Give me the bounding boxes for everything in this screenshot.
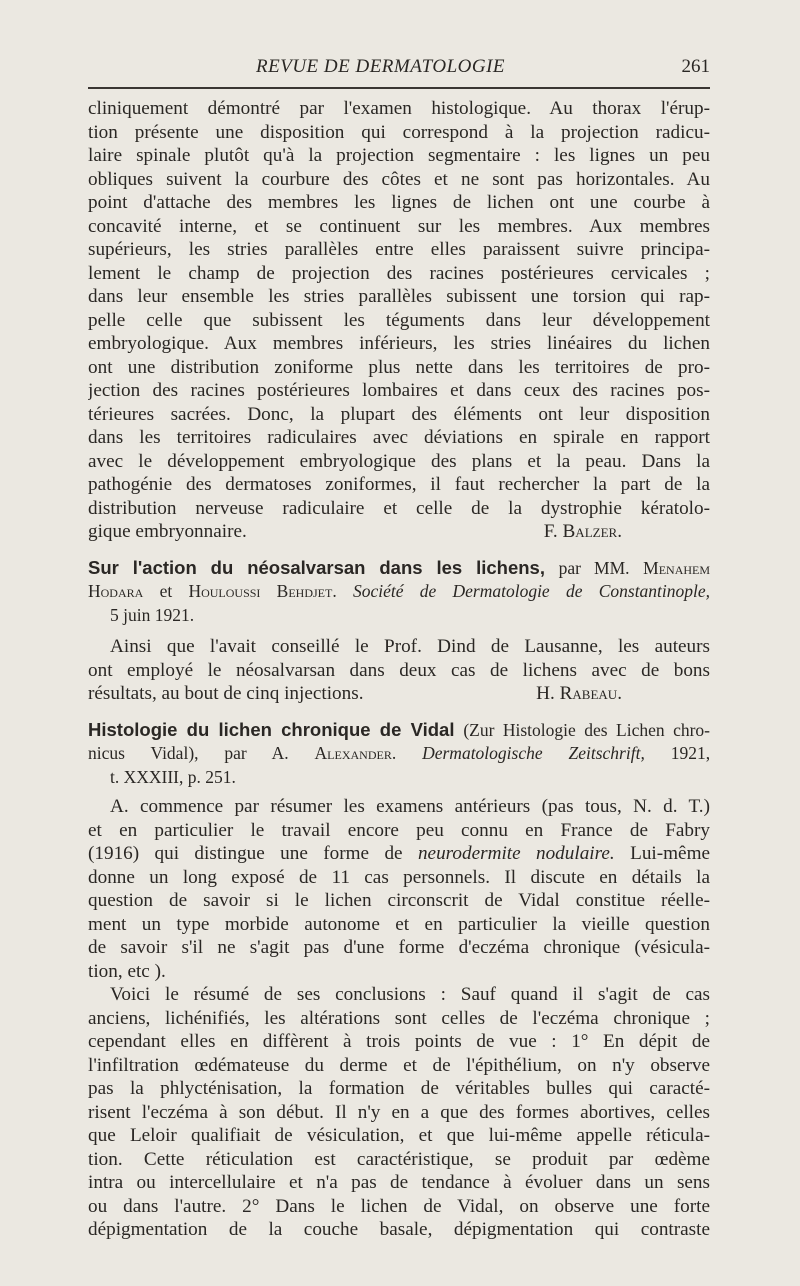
paragraph-1 [88,97,710,520]
text-line: distribution nerveuse radiculaire et celle de la dystrophie kératolo- [88,497,710,519]
text-line: question de savoir si le lichen circonscrit de Vidal constitue réelle- [88,890,710,911]
paragraph-1-last-line: gique embryonnaire. F. Balzer. [88,521,622,542]
article-3-journal: Dermatologische Zeitschrift, [422,743,645,763]
text-line: dans leur ensemble les stries parallèles subissent une torsion qui rap- [88,286,710,307]
article-3-paragraph-a [88,795,710,842]
page-header [88,54,710,84]
text-line: ont employé le néosalvarsan dans deux cas de lichens avec de bons [88,659,710,681]
text-line: jection des racines postérieures lombaires et dans ceux des racines pos- [88,380,710,401]
signature-balzer: F. Balzer. [543,521,622,542]
text-line: embryologique. Aux membres inférieurs, les stries linéaires du lichen [88,333,710,354]
text-line: tion. Cette réticulation est caractéristique, se produit par œdème [88,1148,710,1170]
body-text: cliniquement démontré par l'examen histologique. Au thorax l'érup- tion présente une disposition qui correspond à la projection radicu- laire spinale plutôt qu'à la projection segmentaire : les lignes un peu obliques suivent la courbure des côtes et ne sont pas horizontales. Au point d'attache des membres les lignes de lichen ont une courbe à concavité interne, et se continuent sur les membres. Aux membres supérieurs, les stries parallèles entre elles paraissent suivre principa- lement le champ de projection des racines postérieures cervicales ; dans leur ensemble les stries parallèles subissent une torsion qui rap- pelle celle que subissent les téguments dans leur développement embryologique. Aux membres inférieurs, les stries linéaires du lichen ont une distribution zoniforme plus nette dans les territoires de pro- jection des racines postérieures lombaires et dans ceux des racines pos- térieures sacrées. Donc, la plupart des éléments ont leur disposition dans les territoires radiculaires avec déviations en spirale en rapport avec le développement embryologique des plans et la peau. Dans la pathogénie des dermatoses zoniformes, il faut rechercher la part de la distribution nerveuse radiculaire et celle de la dystrophie kératolo- gique embryonnaire. F. Balzer. Sur l'action du néosalvarsan dans les lichens, par MM. Menahem Hodara et Houloussi Behdjet. Société de Dermatologie de Constantinople, 5 juin 1921. Ainsi que l'avait conseillé le Prof. Dind de Lausanne, les auteurs ont employé le néosalvarsan dans deux cas de lichens avec de bons résultats, au bout de cinq injections. H. Rabeau. Histologie du lichen chronique de Vidal (Zur Histologie des Lichen chro- nicus Vidal), par A. Alexander. Dermatologische Zeitschrift, 1921, t. XXXIII, p. 251. A. commence par résumer les examens antérieurs (pas tous, N. d. T.) et en particulier le travail encore peu connu en France de Fabry (1916) qui distingue une forme de neurodermite nodulaire. Lui-même donne un long exposé de 11 cas personnels. Il discute en détails la question de savoir si le lichen circonscrit de Vidal constitue réelle- ment un type morbide autonome et en particulier la vieille question de savoir s'il ne s'agit pas d'une forme d'eczéma chronique (vésicula- tion, etc ). Voici le résumé de ses conclusions : Sauf quand il s'agit de cas anciens, lichénifiés, les altérations sont celles de l'eczéma chronique ; cependant elles en diffèrent à trois points de vue : 1° En dépit de l'infiltration œdémateuse du derme et de l'épithélium, on n'y observe pas la phlycténisation, la formation de véritables bulles qui caracté- risent l'eczéma à son début. Il n'y en a que des formes abortives, celles que Leloir qualifiait de vésiculation, et que lui-même appelle réticula- tion. Cette réticulation est caractéristique, se produit par œdème intra ou intercellulaire et n'a pas de tendance à évoluer dans un sens ou dans l'autre. 2° Dans le lichen de Vidal, on observe une forte dépigmentation de la couche basale, dépigmentation qui contraste [88,98,710,1240]
text-line: pelle celle que subissent les téguments dans leur développement [88,309,710,331]
text-line: risent l'eczéma à son début. Il n'y en a que des formes abortives, celles [88,1101,710,1123]
text-line: point d'attache des membres les lignes de lichen ont une courbe à [88,192,710,213]
signature-rabeau: H. Rabeau. [536,683,622,704]
article-2-heading: Sur l'action du néosalvarsan dans les lichens, par MM. Menahem Hodara et Houloussi Behdjet. Société de Dermatologie de Constantinople, 5 juin 1921. [88,556,710,625]
text-line: Voici le résumé de ses conclusions : Sauf quand il s'agit de cas [110,984,710,1005]
text-line: pathogénie des dermatoses zoniformes, il faut rechercher la part de la [88,474,710,495]
text-line: l'infiltration œdémateuse du derme et de l'épithélium, on n'y observe [88,1054,710,1076]
text-line: térieures sacrées. Donc, la plupart des éléments ont leur disposition [88,403,710,425]
text-line: anciens, lichénifiés, les altérations sont celles de l'eczéma chronique ; [88,1007,710,1029]
article-3-heading: Histologie du lichen chronique de Vidal (Zur Histologie des Lichen chro- nicus Vidal), par A. Alexander. Dermatologische Zeitschrift, 1921, t. XXXIII, p. 251. [88,718,710,787]
text-line: laire spinale plutôt qu'à la projection segmentaire : les lignes un peu [88,145,710,166]
text-line: et en particulier le travail encore peu connu en France de Fabry [88,819,710,841]
text-line: ont une distribution zoniforme plus nette dans les territoires de pro- [88,356,710,378]
text-line: que Leloir qualifiait de vésiculation, et que lui-même appelle réticula- [88,1125,710,1146]
text-line: de savoir s'il ne s'agit pas d'une forme d'eczéma chronique (vésicula- [88,937,710,958]
article-3-title: Histologie du lichen chronique de Vidal [88,718,455,740]
page-number: 261 [681,56,710,77]
text-line: dans les territoires radiculaires avec déviations en spirale en rapport [88,427,710,448]
text-line: lement le champ de projection des racines postérieures cervicales ; [88,262,710,284]
text-line: concavité interne, et se continuent sur les membres. Aux membres [88,215,710,237]
text-line: cliniquement démontré par l'examen histologique. Au thorax l'érup- [88,98,710,119]
text-line: ou dans l'autre. 2° Dans le lichen de Vidal, on observe une forte [88,1195,710,1217]
text-line: ment un type morbide autonome et en particulier la vieille question [88,913,710,935]
article-2-title: Sur l'action du néosalvarsan dans les lichens, [88,556,545,578]
text-line: avec le développement embryologique des plans et la peau. Dans la [88,450,710,472]
text-line: dépigmentation de la couche basale, dépigmentation qui contraste [88,1219,710,1240]
text-line: intra ou intercellulaire et n'a pas de tendance à évoluer dans un sens [88,1172,710,1193]
running-title: REVUE DE DERMATOLOGIE [256,56,506,77]
article-2-body [88,635,710,682]
text-line: donne un long exposé de 11 cas personnels. Il discute en détails la [88,866,710,888]
text-line: Ainsi que l'avait conseillé le Prof. Dind de Lausanne, les auteurs [110,636,710,657]
text-line: obliques suivent la courbure des côtes et ne sont pas horizontales. Au [88,168,710,190]
article-3-paragraph-b [88,983,710,1242]
text-line: cependant elles en diffèrent à trois points de vue : 1° En dépit de [88,1031,710,1052]
article-2-journal: Société de Dermatologie de Constantinople, [352,581,710,601]
header-rule [88,87,710,89]
text-line: tion présente une disposition qui correspond à la projection radicu- [88,121,710,143]
text-line: A. commence par résumer les examens antérieurs (pas tous, N. d. T.) [110,796,710,817]
text-line: supérieurs, les stries parallèles entre elles paraissent suivre principa- [88,239,710,260]
text-line: pas la phlycténisation, la formation de véritables bulles qui caracté- [88,1078,710,1099]
